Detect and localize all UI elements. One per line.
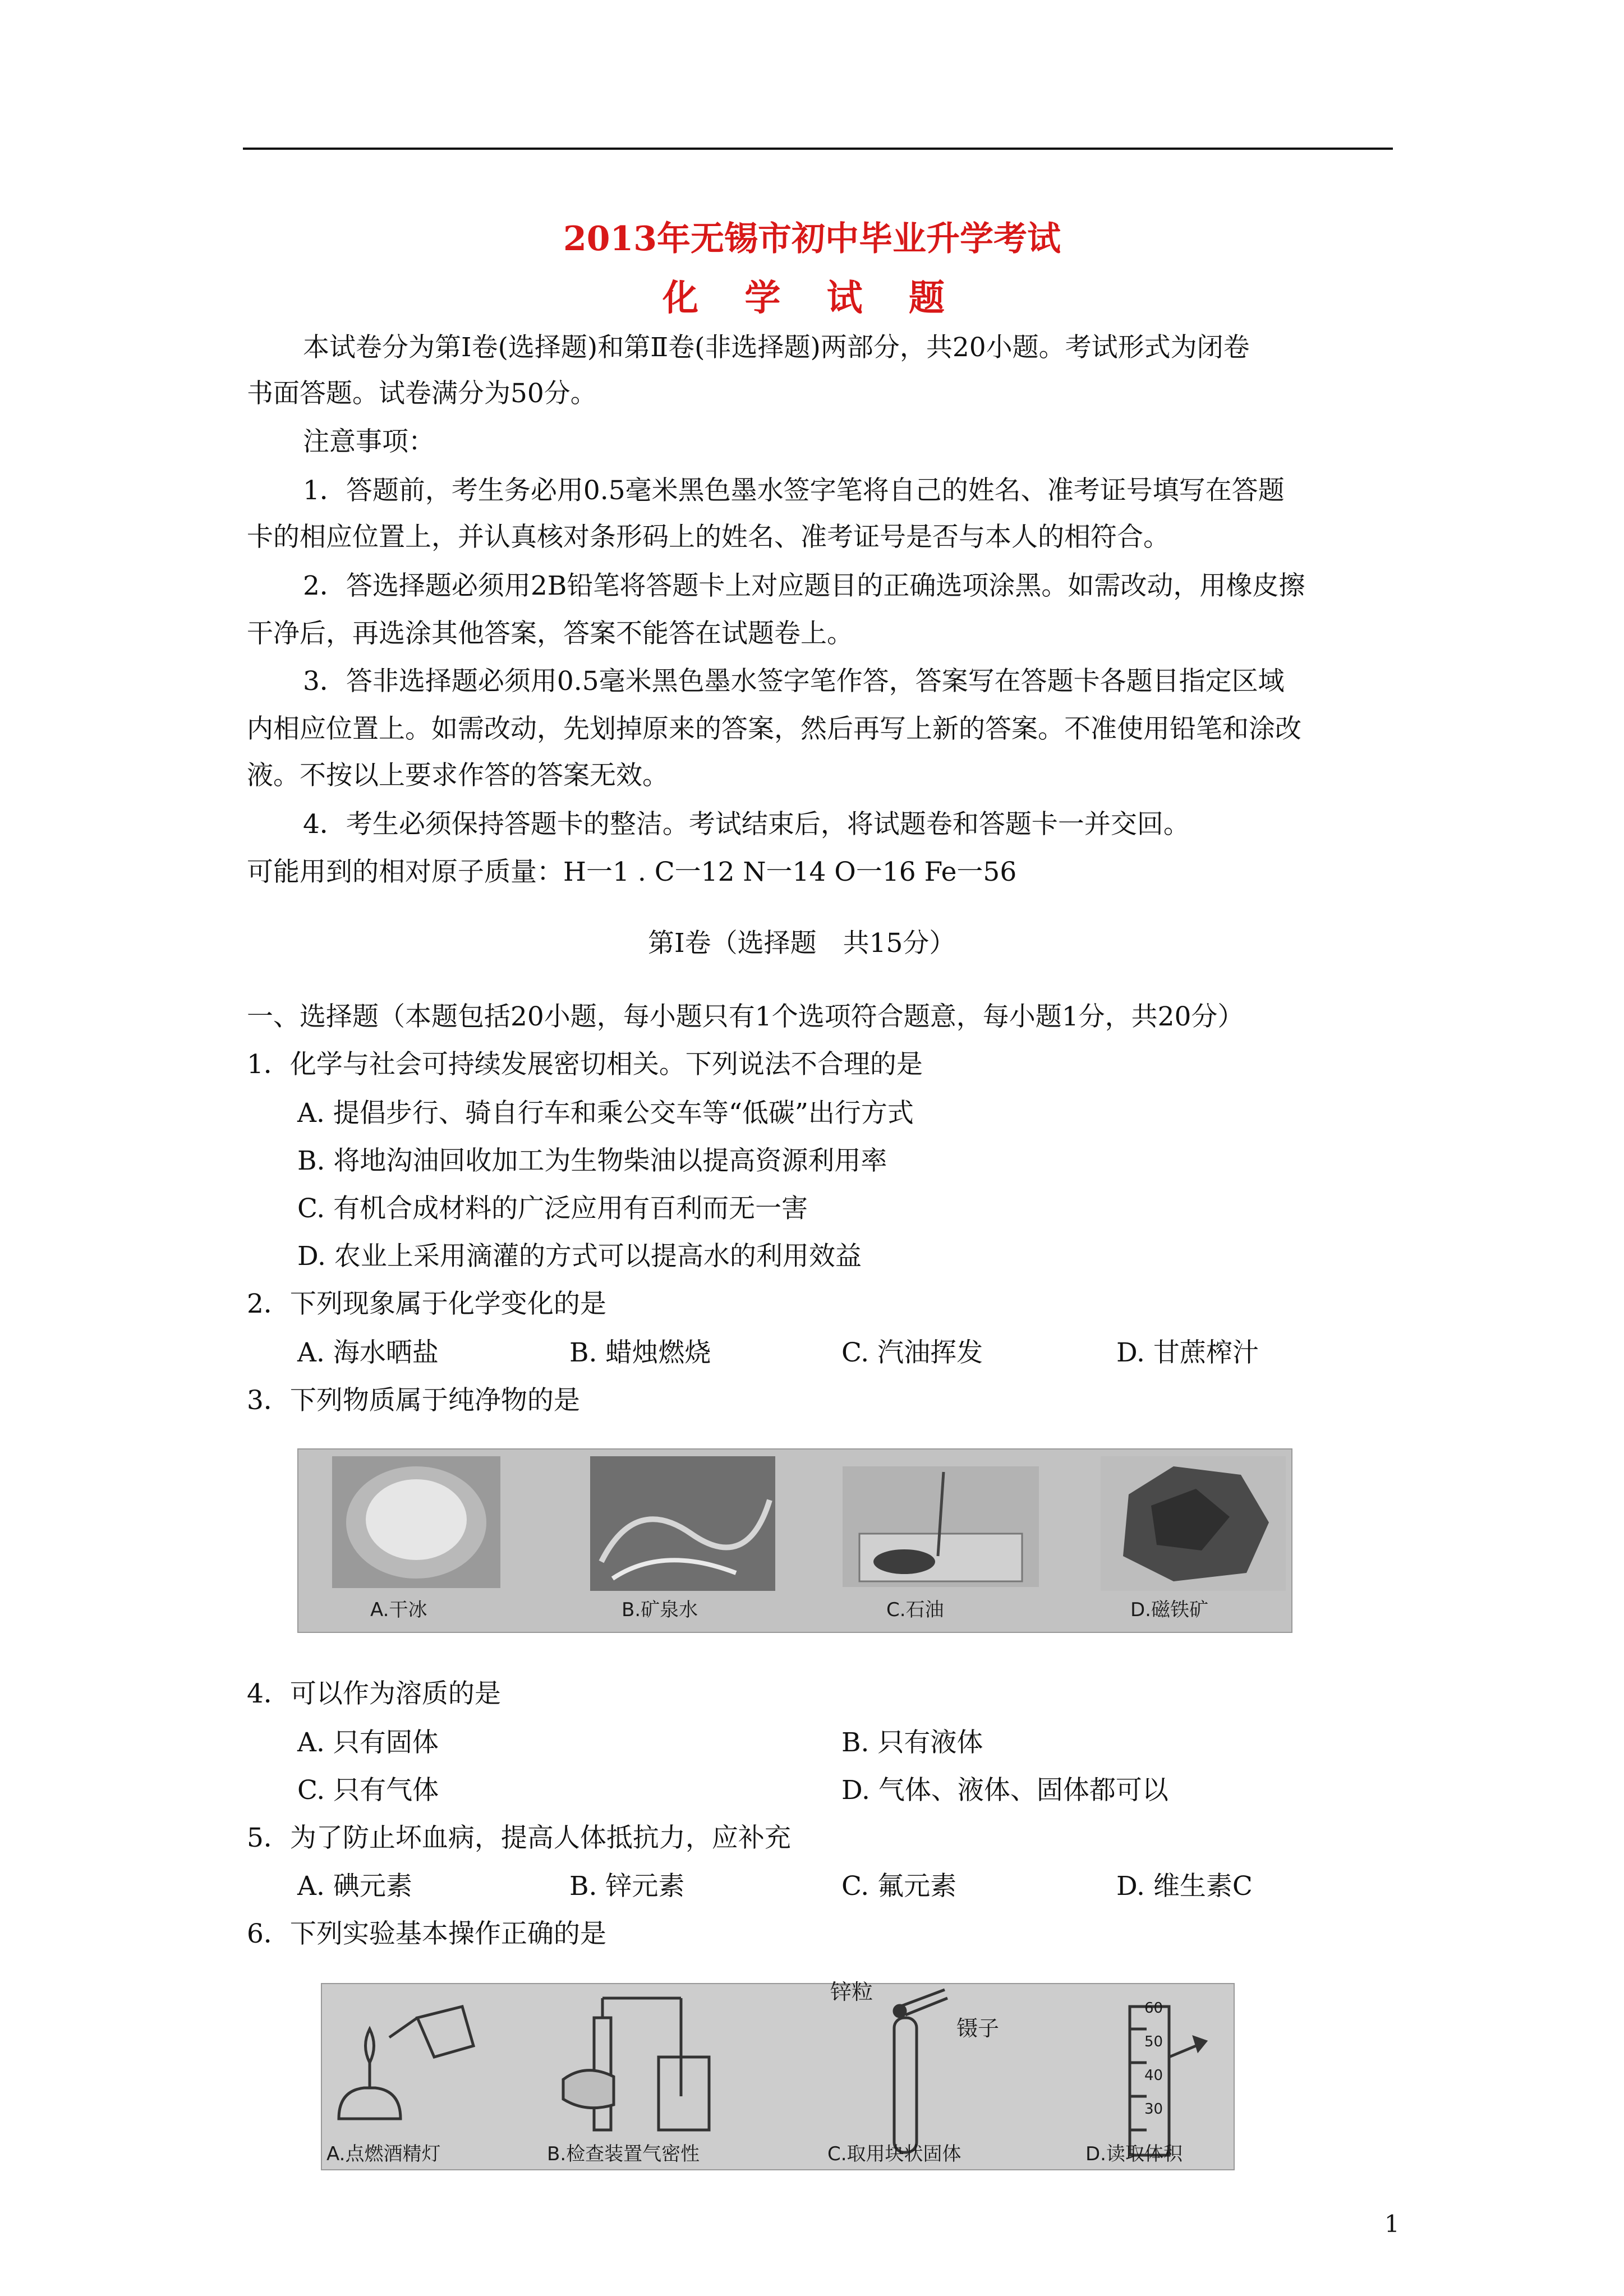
intro-line-1: 本试卷分为第Ⅰ卷(选择题)和第Ⅱ卷(非选择题)两部分，共20小题。考试形式为闭卷 <box>303 332 1250 363</box>
q3-caption-b: B.矿泉水 <box>622 1599 698 1621</box>
section-heading: 第Ⅰ卷（选择题 共15分） <box>648 928 956 959</box>
part-one-instructions: 一、选择题（本题包括20小题，每小题只有1个选项符合题意，每小题1分，共20分） <box>247 1001 1244 1032</box>
exam-subtitle: 化 学 试 题 <box>663 277 961 319</box>
q6-tick-40: 40 <box>1144 2067 1163 2084</box>
atomic-masses: 可能用到的相对原子质量：H一1 . C一12 N一14 O一16 Fe一56 <box>247 857 1017 887</box>
q2-option-a: A. 海水晒盐 <box>297 1337 439 1368</box>
notice-3a: 3．答非选择题必须用0.5毫米黑色墨水签字笔作答，答案写在答题卡各题目指定区域 <box>303 666 1285 697</box>
q6-label-tweezers: 镊子 <box>956 2016 1000 2041</box>
page-number: 1 <box>1384 2210 1400 2238</box>
q6-caption-a: A.点燃酒精灯 <box>326 2143 441 2165</box>
q2-option-c: C. 汽油挥发 <box>841 1337 983 1368</box>
q4-option-b: B. 只有液体 <box>841 1727 983 1758</box>
q6-stem: 6．下列实验基本操作正确的是 <box>247 1918 606 1949</box>
notice-3b: 内相应位置上。如需改动，先划掉原来的答案，然后再写上新的答案。不准使用铅笔和涂改 <box>247 714 1301 744</box>
notice-3c: 液。不按以上要求作答的答案无效。 <box>247 760 669 791</box>
notice-2a: 2．答选择题必须用2B铅笔将答题卡上对应题目的正确选项涂黑。如需改动，用橡皮擦 <box>303 570 1305 601</box>
notice-1a: 1．答题前，考生务必用0.5毫米黑色墨水签字笔将自己的姓名、准考证号填写在答题 <box>303 475 1285 506</box>
q1-option-b: B. 将地沟油回收加工为生物柴油以提高资源利用率 <box>297 1145 887 1176</box>
q5-option-b: B. 锌元素 <box>569 1871 685 1902</box>
q3-caption-d: D.磁铁矿 <box>1130 1599 1208 1621</box>
q1-option-a: A. 提倡步行、骑自行车和乘公交车等“低碳”出行方式 <box>297 1098 914 1129</box>
q4-option-a: A. 只有固体 <box>297 1727 439 1758</box>
q6-caption-b: B.检查装置气密性 <box>547 2143 700 2165</box>
header-rule <box>243 148 1393 150</box>
q2-option-d: D. 甘蔗榨汁 <box>1116 1337 1259 1368</box>
q1-stem: 1．化学与社会可持续发展密切相关。下列说法不合理的是 <box>247 1049 923 1080</box>
q6-tick-60: 60 <box>1144 2000 1163 2017</box>
q4-option-c: C. 只有气体 <box>297 1775 439 1806</box>
notice-1b: 卡的相应位置上，并认真核对条形码上的姓名、准考证号是否与本人的相符合。 <box>247 522 1170 553</box>
q6-caption-d: D.读取体积 <box>1085 2143 1183 2165</box>
q6-tick-50: 50 <box>1144 2033 1163 2050</box>
q3-caption-a: A.干冰 <box>370 1599 427 1621</box>
q6-caption-c: C.取用块状固体 <box>827 2143 961 2165</box>
q1-option-d: D. 农业上采用滴灌的方式可以提高水的利用效益 <box>297 1241 862 1272</box>
notice-4: 4．考生必须保持答题卡的整洁。考试结束后，将试题卷和答题卡一并交回。 <box>303 809 1190 840</box>
q5-option-d: D. 维生素C <box>1116 1871 1253 1902</box>
q5-option-a: A. 碘元素 <box>297 1871 412 1902</box>
q5-stem: 5．为了防止坏血病，提高人体抵抗力，应补充 <box>247 1823 791 1853</box>
intro-line-2: 书面答题。试卷满分为50分。 <box>247 378 597 409</box>
q4-option-d: D. 气体、液体、固体都可以 <box>841 1775 1168 1806</box>
exam-title: 2013年无锡市初中毕业升学考试 <box>563 219 1061 259</box>
q4-stem: 4．可以作为溶质的是 <box>247 1678 501 1709</box>
notice-heading: 注意事项： <box>303 426 435 457</box>
q3-stem: 3．下列物质属于纯净物的是 <box>247 1385 580 1416</box>
q2-option-b: B. 蜡烛燃烧 <box>569 1337 711 1368</box>
q5-option-c: C. 氟元素 <box>841 1871 957 1902</box>
q3-caption-c: C.石油 <box>886 1599 944 1621</box>
q1-option-c: C. 有机合成材料的广泛应用有百利而无一害 <box>297 1193 808 1224</box>
q2-stem: 2．下列现象属于化学变化的是 <box>247 1289 606 1319</box>
q6-tick-30: 30 <box>1144 2101 1163 2118</box>
q6-label-zinc: 锌粒 <box>830 1980 873 2004</box>
notice-2b: 干净后，再选涂其他答案，答案不能答在试题卷上。 <box>247 618 853 649</box>
